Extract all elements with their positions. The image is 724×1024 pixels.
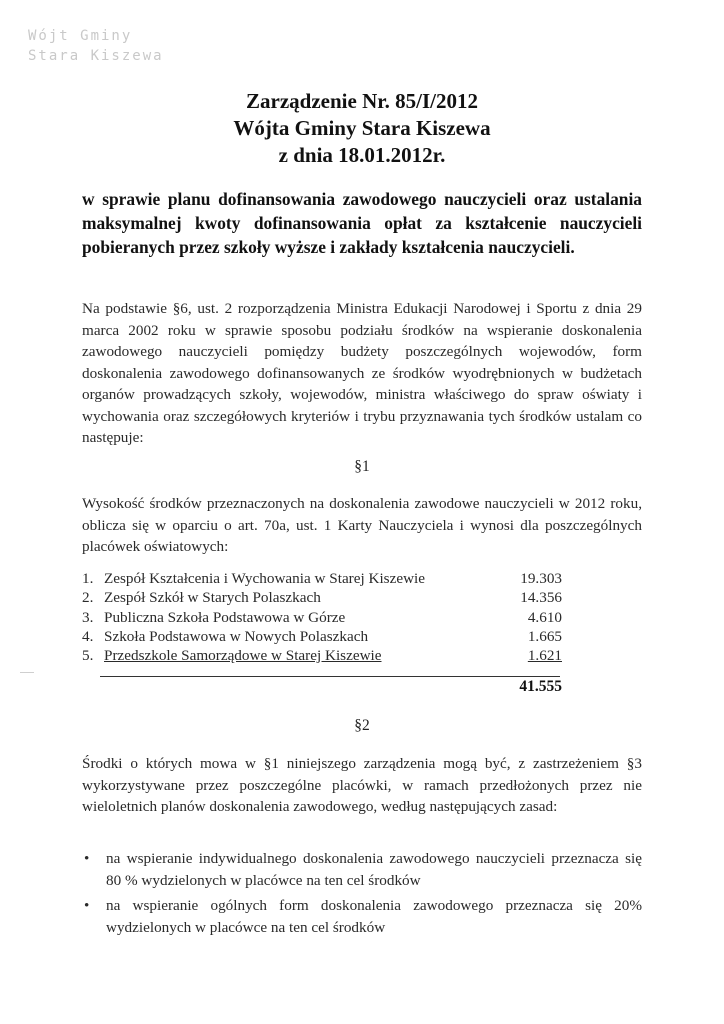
- bullet-text: na wspieranie indywidualnego doskonalenia zawodowego nauczycieli przeznacza się 80 % wydzielonych w placówce na ten cel środków: [106, 850, 642, 889]
- section-1-paragraph: Wysokość środków przeznaczonych na doskonalenia zawodowe nauczycieli w 2012 roku, oblicza się w oparciu o art. 70a, ust. 1 Karty Nauczyciela i wynosi dla poszczególnych placówek oświatowych:: [82, 495, 642, 555]
- preamble-paragraph: Na podstawie §6, ust. 2 rozporządzenia Ministra Edukacji Narodowej i Sportu z dnia 29 marca 2002 roku w sprawie sposobu podziału środków na wspieranie doskonalenia zawodowego nauczycieli pomiędzy budżety poszczególnych wojewodów, form doskonalenia zawodowego dofinansowanych ze środków wyodrębnionych w budżetach organów prowadzących szkoły, wojewodów, ministra właściwego do spraw oświaty i wychowania oraz szczegółowych kryteriów i trybu przyznawania tych środków ustalam co następuje:: [82, 300, 642, 446]
- list-item-amount: 1.621: [527, 647, 562, 665]
- document-subject: w sprawie planu dofinansowania zawodowego nauczycieli oraz ustalania maksymalnej kwoty dofinansowania opłat za kształcenie nauczycieli pobieranych przez szkoły wyższe i zakłady kształcenia nauczycieli.: [82, 189, 642, 257]
- list-item-name: Publiczna Szkoła Podstawowa w Górze: [104, 608, 346, 626]
- list-item-amount: 1.665: [527, 627, 562, 645]
- stamp-line-1: Wójt Gminy: [28, 28, 133, 44]
- list-item: [82, 627, 562, 646]
- section-1-heading: §1: [354, 458, 370, 475]
- list-item: [82, 608, 562, 627]
- list-item-number: 1.: [82, 570, 94, 587]
- bullet-text: na wspieranie ogólnych form doskonalenia zawodowego przeznacza się 20% wydzielonych w placówce na ten cel środków: [106, 897, 642, 936]
- list-item-number: 5.: [82, 647, 94, 665]
- list-item-name: Zespół Szkół w Starych Polaszkach: [104, 589, 321, 607]
- stamp-line-2: Stara Kiszewa: [28, 48, 164, 64]
- document-title: [0, 88, 724, 169]
- list-item-amount: 19.303: [520, 570, 562, 587]
- title-line-1: Zarządzenie Nr. 85/I/2012: [246, 89, 478, 113]
- scan-edge-mark: [20, 672, 34, 673]
- section-2-paragraph: Środki o których mowa w §1 niniejszego zarządzenia mogą być, z zastrzeżeniem §3 wykorzystywane przez poszczególne placówki, w ramach przedłożonych przez nie wieloletnich planów doskonalenia zawodowego, według następujących zasad:: [82, 755, 642, 815]
- list-item-number: 3.: [82, 608, 94, 626]
- list-item-name: Szkoła Podstawowa w Nowych Polaszkach: [104, 627, 369, 645]
- allocation-total: 41.555: [519, 678, 562, 695]
- list-item: [82, 848, 642, 891]
- institution-allocation-list: [82, 569, 562, 665]
- list-item: [82, 895, 642, 938]
- allocation-rules-list: [82, 848, 642, 942]
- list-item: [82, 646, 562, 665]
- section-2-heading: §2: [354, 717, 370, 734]
- title-line-2: Wójta Gminy Stara Kiszewa: [233, 116, 491, 140]
- sum-divider-line: [100, 676, 560, 677]
- title-line-3: z dnia 18.01.2012r.: [278, 143, 446, 167]
- list-item-name: Przedszkole Samorządowe w Starej Kiszewie: [104, 647, 382, 665]
- list-item-number: 4.: [82, 627, 94, 645]
- list-item: [82, 588, 562, 607]
- bullet-icon: •: [84, 897, 90, 914]
- list-item-amount: 14.356: [520, 589, 562, 607]
- list-item: [82, 569, 562, 588]
- office-stamp: [28, 26, 164, 66]
- bullet-icon: •: [84, 850, 90, 867]
- list-item-name: Zespół Kształcenia i Wychowania w Starej Kiszewie: [104, 570, 426, 587]
- list-item-amount: 4.610: [527, 608, 562, 626]
- list-item-number: 2.: [82, 589, 94, 607]
